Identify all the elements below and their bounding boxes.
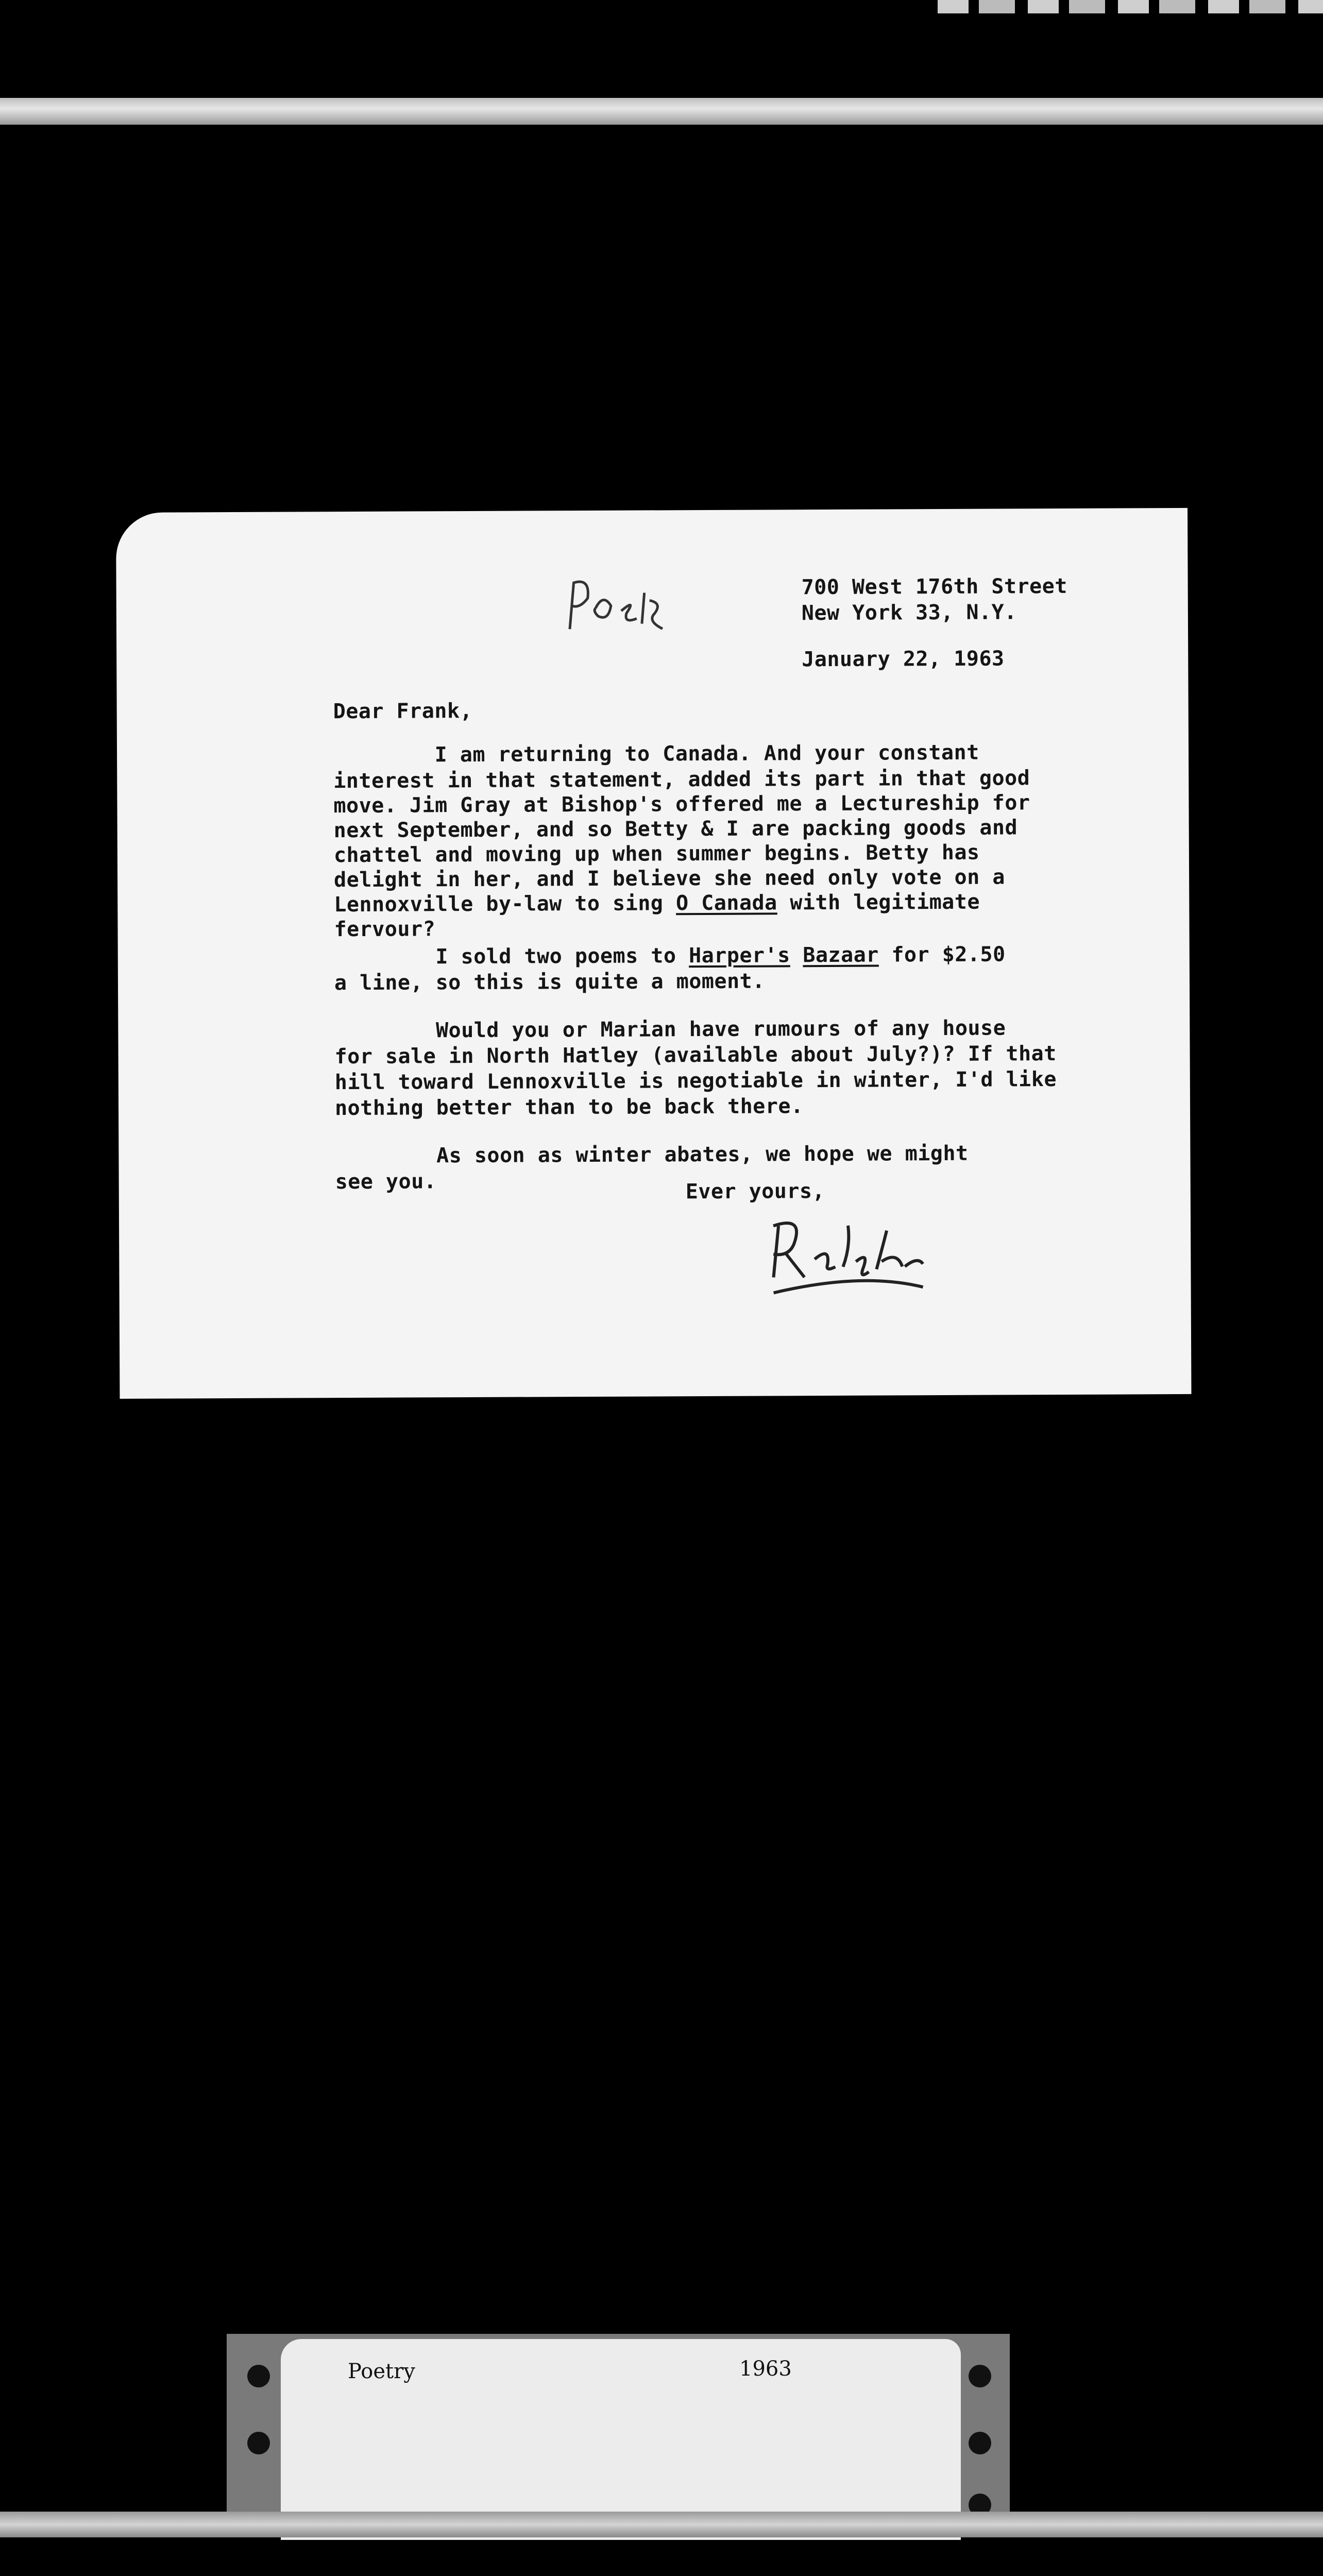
film-strip-lower-edge <box>0 2512 1323 2537</box>
paragraph-3-line-2: for sale in North Hatley (available about July?)? If that <box>334 1042 1057 1069</box>
punch-hole <box>247 2432 270 2454</box>
magazine-title-1: Harper's <box>688 943 790 968</box>
paragraph-2-line-2: a line, so this is quite a moment. <box>334 969 765 995</box>
paragraph-1-line-4: next September, and so Betty & I are packing goods and <box>333 816 1018 843</box>
address-line-2: New York 33, N.Y. <box>801 600 1017 625</box>
paragraph-4-line-2: see you. <box>335 1170 437 1194</box>
paragraph-3-line-3: hill toward Lennoxville is negotiable in winter, I'd like <box>334 1067 1057 1095</box>
paragraph-1-line-7: Lennoxville by-law to sing O Canada with legitimate <box>334 890 980 917</box>
letter-date: January 22, 1963 <box>802 647 1005 672</box>
handwritten-note <box>559 562 693 650</box>
closing: Ever yours, <box>685 1179 825 1204</box>
card-year: 1963 <box>739 2357 792 2381</box>
paragraph-3-line-4: nothing better than to be back there. <box>334 1094 804 1121</box>
film-strip-top <box>0 98 1323 125</box>
paragraph-1-line-2: interest in that statement, added its part in that good <box>333 766 1030 793</box>
index-card <box>281 2339 961 2540</box>
punch-hole <box>969 2365 991 2387</box>
punch-hole <box>247 2365 270 2387</box>
paragraph-4-line-1: As soon as winter abates, we hope we might <box>335 1141 969 1168</box>
paragraph-1-line-5: chattel and moving up when summer begins. Betty has <box>333 840 980 868</box>
letter-sheet <box>116 508 1191 1399</box>
paragraph-1-line-8: fervour? <box>334 917 436 942</box>
paragraph-3-line-1: Would you or Marian have rumours of any house <box>334 1016 1006 1043</box>
paragraph-1-line-1: I am returning to Canada. And your constant <box>333 740 979 768</box>
song-title: O Canada <box>675 891 777 916</box>
magazine-title-2: Bazaar <box>803 943 879 968</box>
film-edge-marks <box>938 0 1323 13</box>
salutation: Dear Frank, <box>333 699 473 724</box>
paragraph-1-line-3: move. Jim Gray at Bishop's offered me a Lectureship for <box>333 791 1030 818</box>
paragraph-1-line-6: delight in her, and I believe she need only vote on a <box>334 865 1006 892</box>
paragraph-2-line-1: I sold two poems to Harper's Bazaar for $2.50 <box>334 942 1006 970</box>
card-subject: Poetry <box>348 2360 415 2383</box>
signature <box>758 1194 954 1309</box>
punch-hole <box>969 2432 991 2454</box>
address-line-1: 700 West 176th Street <box>801 574 1067 600</box>
